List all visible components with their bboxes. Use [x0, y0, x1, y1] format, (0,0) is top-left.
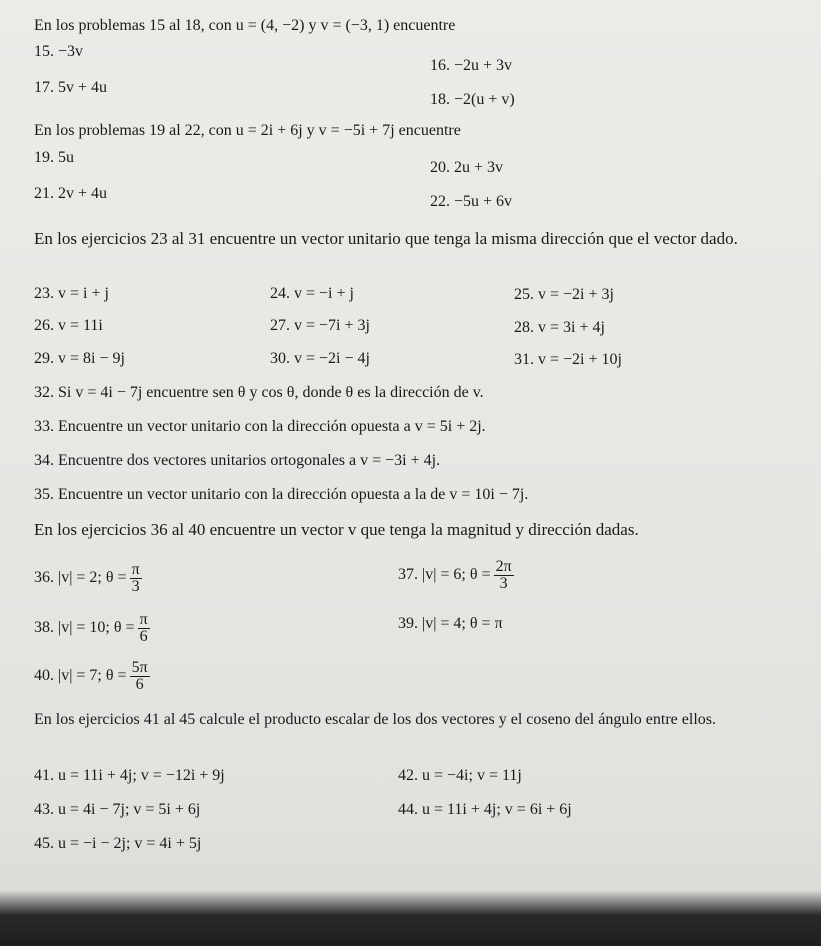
problem-31: 31. v = −2i + 10j [514, 351, 622, 368]
problem-33: 33. Encuentre un vector unitario con la dirección opuesta a v = 5i + 2j. [34, 418, 486, 435]
problem-15: 15. −3v [34, 43, 84, 60]
problem-42: 42. u = −4i; v = 11j [398, 767, 522, 784]
problem-36-text: 36. |v| = 2; θ = [34, 569, 127, 586]
fraction-numerator: 5π [131, 658, 148, 676]
problem-38-text: 38. |v| = 10; θ = [34, 619, 135, 636]
problem-22: 22. −5u + 6v [430, 193, 513, 210]
problem-40-text: 40. |v| = 7; θ = [34, 667, 127, 684]
problem-21: 21. 2v + 4u [34, 185, 108, 202]
fraction-denominator: 6 [135, 675, 144, 693]
problem-37 [398, 555, 514, 595]
fraction-numerator: 2π [495, 557, 512, 575]
fraction [130, 562, 142, 595]
problem-35: 35. Encuentre un vector unitario con la dirección opuesta a la de v = 10i − 7j. [34, 486, 529, 503]
problem-32: 32. Si v = 4i − 7j encuentre sen θ y cos θ, donde θ es la dirección de v. [34, 384, 484, 401]
problem-40 [34, 656, 150, 696]
section-intro-36-40: En los ejercicios 36 al 40 encuentre un vector v que tenga la magnitud y dirección dadas. [34, 520, 639, 539]
problem-38 [34, 608, 150, 648]
problem-37-text: 37. |v| = 6; θ = [398, 566, 491, 583]
problem-18: 18. −2(u + v) [430, 91, 515, 108]
problem-28: 28. v = 3i + 4j [514, 319, 605, 336]
problem-25: 25. v = −2i + 3j [514, 286, 614, 303]
problem-19: 19. 5u [34, 149, 74, 166]
problem-36 [34, 558, 142, 598]
problem-43: 43. u = 4i − 7j; v = 5i + 6j [34, 801, 201, 818]
fraction-numerator: π [139, 610, 148, 628]
fraction [138, 612, 150, 645]
problem-30: 30. v = −2i − 4j [270, 350, 370, 367]
problem-16: 16. −2u + 3v [430, 57, 513, 74]
problem-24: 24. v = −i + j [270, 285, 354, 302]
fraction [130, 660, 150, 693]
problem-17: 17. 5v + 4u [34, 79, 108, 96]
problem-44: 44. u = 11i + 4j; v = 6i + 6j [398, 801, 572, 818]
problem-45: 45. u = −i − 2j; v = 4i + 5j [34, 835, 202, 852]
section-intro-15-18: En los problemas 15 al 18, con u = (4, −2) y v = (−3, 1) encuentre [34, 17, 456, 34]
problem-34: 34. Encuentre dos vectores unitarios ortogonales a v = −3i + 4j. [34, 452, 441, 469]
fraction-numerator: π [131, 560, 140, 578]
section-intro-23-31: En los ejercicios 23 al 31 encuentre un vector unitario que tenga la misma dirección que el vector dado. [34, 229, 738, 248]
problem-29: 29. v = 8i − 9j [34, 350, 125, 367]
problem-39: 39. |v| = 4; θ = π [398, 615, 503, 632]
problem-26: 26. v = 11i [34, 317, 103, 334]
problem-41: 41. u = 11i + 4j; v = −12i + 9j [34, 767, 225, 784]
problem-20: 20. 2u + 3v [430, 159, 504, 176]
fraction-denominator: 3 [131, 577, 140, 595]
fraction-denominator: 6 [139, 627, 148, 645]
page-bottom-shadow [0, 890, 821, 946]
section-intro-19-22: En los problemas 19 al 22, con u = 2i + 6j y v = −5i + 7j encuentre [34, 122, 461, 139]
fraction-denominator: 3 [499, 574, 508, 592]
fraction [494, 559, 514, 592]
section-intro-41-45: En los ejercicios 41 al 45 calcule el producto escalar de los dos vectores y el coseno del ángulo entre ellos. [34, 711, 716, 728]
problem-23: 23. v = i + j [34, 285, 109, 302]
problem-27: 27. v = −7i + 3j [270, 317, 370, 334]
